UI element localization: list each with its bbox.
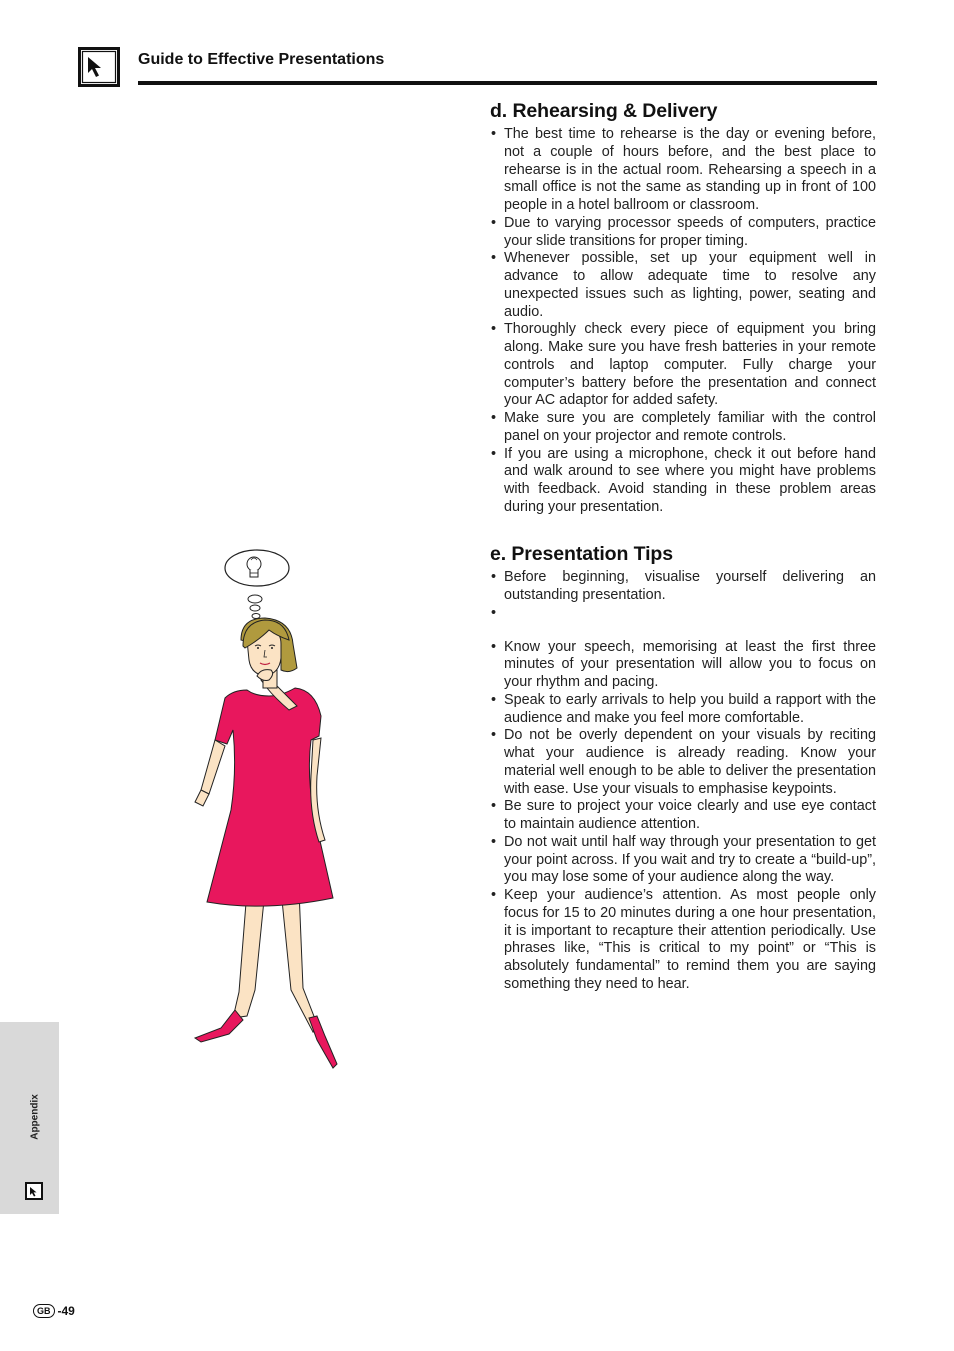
- rehearsing-list: [490, 126, 876, 517]
- page-number-text: -49: [57, 1304, 75, 1318]
- list-item: • Speak to early arrivals to help you build a rapport with the audience and make you feel more comfortable.: [490, 692, 876, 728]
- list-item: • Be sure to project your voice clearly and use eye contact to maintain audience attention.: [490, 798, 876, 834]
- tips-list: [490, 569, 876, 994]
- rehearsing-section: [490, 100, 876, 517]
- list-item: • Make sure you are completely familiar with the control panel on your projector and remote controls.: [490, 410, 876, 446]
- page-number: [33, 1304, 75, 1318]
- projector-cursor-icon: [25, 1182, 43, 1200]
- projector-cursor-icon: [78, 47, 120, 87]
- gb-badge: GB: [33, 1304, 55, 1318]
- list-item: • Before beginning, visualise yourself delivering an outstanding presentation.: [490, 569, 876, 605]
- list-item: • Know your speech, memorising at least the first three minutes of your presentation will allow you to focus on your rhythm and pacing.: [490, 639, 876, 692]
- thinking-woman-illustration: [185, 540, 345, 1080]
- list-item: • The best time to rehearse is the day or evening before, not a couple of hours before, and the best place to rehearse is in the actual room. Rehearsing a speech in a small office is not the same as standing up in front of 100 people in a hotel ballroom or classroom.: [490, 126, 876, 215]
- section-heading-rehearsing: d. Rehearsing & Delivery: [490, 100, 718, 122]
- list-gap: [490, 605, 876, 639]
- list-item: • Whenever possible, set up your equipment well in advance to allow adequate time to resolve any unexpected issues such as lighting, power, seating and audio.: [490, 250, 876, 321]
- list-item: • Do not be overly dependent on your visuals by reciting what your audience is already reading. Know your material well enough to be able to deliver the presentation with ease. Use your visuals to emphasise keypoints.: [490, 727, 876, 798]
- list-item: • Thoroughly check every piece of equipment you bring along. Make sure you have fresh batteries in your remote controls and laptop computer. Fully charge your computer’s battery before the presentation and connect your AC adaptor for added safety.: [490, 321, 876, 410]
- list-item: • Keep your audience’s attention. As most people only focus for 15 to 20 minutes during a one hour presentation, it is important to recapture their attention periodically. Use phrases like, “This is critical to my point” or “This is absolutely fundamental” to remind them you are saying something they need to hear.: [490, 887, 876, 994]
- tips-section: [490, 543, 876, 994]
- list-item: • If you are using a microphone, check it out before hand and walk around to see where you might have problems with feedback. Avoid standing in these problem areas during your presentation.: [490, 446, 876, 517]
- header-title: Guide to Effective Presentations: [138, 51, 385, 68]
- section-heading-tips: e. Presentation Tips: [490, 543, 673, 565]
- list-item: • Do not wait until half way through your presentation to get your point across. If you wait and try to create a “build-up”, you may lose some of your audience along the way.: [490, 834, 876, 887]
- header-rule: [138, 81, 877, 85]
- sidebar-label-appendix: Appendix: [29, 1094, 41, 1140]
- list-item: • Due to varying processor speeds of computers, practice your slide transitions for proper timing.: [490, 215, 876, 251]
